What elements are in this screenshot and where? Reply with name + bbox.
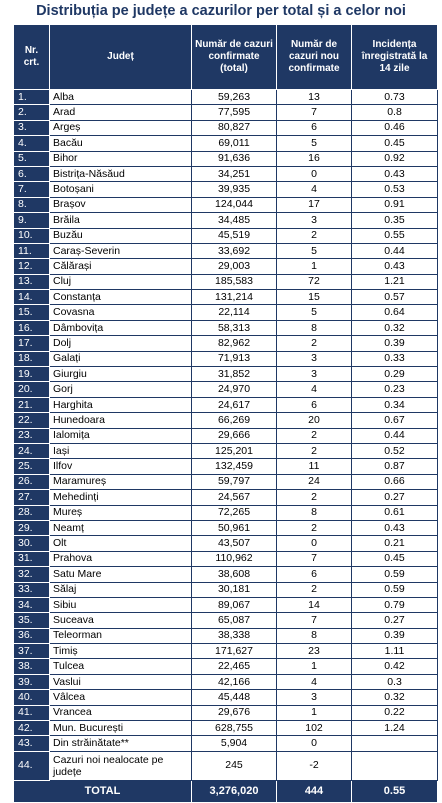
total-cases-cell: 29,676 [192,705,277,720]
new-cases-cell: 6 [277,567,352,582]
table-row [14,320,438,335]
row-number-cell: 2. [14,105,50,120]
table-row [14,290,438,305]
total-cases-cell: 72,265 [192,505,277,520]
row-number-cell: 42. [14,721,50,736]
county-cell: Neamț [50,520,192,535]
row-number-cell: 10. [14,228,50,243]
new-cases-cell: 4 [277,382,352,397]
county-cell: Vrancea [50,705,192,720]
total-cases-cell: 185,583 [192,274,277,289]
county-cell: Cluj [50,274,192,289]
table-row [14,259,438,274]
incidence-cell: 0.66 [352,474,438,489]
table-header-row [14,25,438,90]
table-row [14,443,438,458]
row-number-cell: 39. [14,674,50,689]
table-row [14,182,438,197]
new-cases-cell: 8 [277,505,352,520]
table-row [14,274,438,289]
total-cases-cell: 45,448 [192,690,277,705]
incidence-cell: 0.73 [352,90,438,105]
total-cases-cell: 245 [192,751,277,780]
incidence-cell: 0.27 [352,490,438,505]
county-cell: Harghita [50,397,192,412]
new-cases-cell: 4 [277,182,352,197]
table-row [14,397,438,412]
new-cases-cell: 2 [277,443,352,458]
county-cell: Din străinătate** [50,736,192,751]
table-row [14,520,438,535]
new-cases-cell: 0 [277,736,352,751]
table-row [14,367,438,382]
total-cases-cell: 124,044 [192,197,277,212]
county-cell: Ilfov [50,459,192,474]
county-cell: Sălaj [50,582,192,597]
new-cases-cell: 13 [277,90,352,105]
total-cases-cell: 59,263 [192,90,277,105]
total-cases-cell: 29,003 [192,259,277,274]
county-cell: Botoșani [50,182,192,197]
row-number-cell: 32. [14,567,50,582]
new-cases-cell: 2 [277,228,352,243]
row-number-cell: 7. [14,182,50,197]
total-cases-cell: 58,313 [192,320,277,335]
row-number-cell: 23. [14,428,50,443]
incidence-cell: 0.39 [352,336,438,351]
county-cell: Timiș [50,644,192,659]
county-cell: Giurgiu [50,367,192,382]
total-cases-cell: 125,201 [192,443,277,458]
table-row [14,351,438,366]
table-row [14,428,438,443]
county-cell: Tulcea [50,659,192,674]
incidence-cell: 0.34 [352,397,438,412]
incidence-cell: 1.21 [352,274,438,289]
total-cases-cell: 69,011 [192,136,277,151]
row-number-cell: 16. [14,320,50,335]
county-cell: Galați [50,351,192,366]
row-number-cell: 17. [14,336,50,351]
incidence-cell: 0.55 [352,228,438,243]
new-cases-cell: 2 [277,336,352,351]
county-cell: Maramureș [50,474,192,489]
table-row [14,490,438,505]
total-cases-cell: 77,595 [192,105,277,120]
row-number-cell: 4. [14,136,50,151]
county-cell: Satu Mare [50,567,192,582]
new-cases-cell: 17 [277,197,352,212]
table-row [14,105,438,120]
new-cases-cell: 5 [277,305,352,320]
new-cases-cell: 15 [277,290,352,305]
county-cell: Argeș [50,120,192,135]
county-cell: Vâlcea [50,690,192,705]
row-number-cell: 13. [14,274,50,289]
county-cell: Gorj [50,382,192,397]
total-cases-cell: 5,904 [192,736,277,751]
row-number-cell: 34. [14,597,50,612]
row-number-cell: 21. [14,397,50,412]
row-number-cell: 27. [14,490,50,505]
new-cases-cell: 6 [277,397,352,412]
county-cell: Dolj [50,336,192,351]
table-row [14,721,438,736]
row-number-cell: 5. [14,151,50,166]
table-row [14,690,438,705]
total-cases-cell: 65,087 [192,613,277,628]
table-row [14,197,438,212]
county-cell: Vaslui [50,674,192,689]
total-cases-cell: 31,852 [192,367,277,382]
total-cases-cell: 82,962 [192,336,277,351]
total-cases-cell: 171,627 [192,644,277,659]
incidence-cell: 0.92 [352,151,438,166]
incidence-cell: 0.52 [352,443,438,458]
incidence-cell: 0.46 [352,120,438,135]
county-cell: Brașov [50,197,192,212]
county-cell: Teleorman [50,628,192,643]
row-number-cell: 26. [14,474,50,489]
new-cases-cell: 2 [277,520,352,535]
table-row [14,336,438,351]
total-cases-cell: 34,251 [192,166,277,181]
county-cell: Mehedinți [50,490,192,505]
incidence-cell: 0.39 [352,628,438,643]
row-number-cell: 40. [14,690,50,705]
row-number-cell: 8. [14,197,50,212]
county-cell: Bacău [50,136,192,151]
row-number-cell: 28. [14,505,50,520]
total-cases-cell: 71,913 [192,351,277,366]
total-new-cases: 444 [277,780,352,802]
new-cases-cell: 14 [277,597,352,612]
new-cases-cell: 3 [277,690,352,705]
row-number-cell: 35. [14,613,50,628]
row-number-cell: 6. [14,166,50,181]
row-number-cell: 12. [14,259,50,274]
new-cases-cell: 3 [277,213,352,228]
incidence-cell: 0.53 [352,182,438,197]
table-row [14,382,438,397]
table-row [14,536,438,551]
total-cases-cell: 43,507 [192,536,277,551]
incidence-cell: 0.45 [352,136,438,151]
county-cell: Mun. București [50,721,192,736]
table-row [14,151,438,166]
page-title: Distribuția pe județe a cazurilor per total și a celor noi [36,3,406,19]
county-cell: Bistrița-Năsăud [50,166,192,181]
incidence-cell: 0.42 [352,659,438,674]
row-number-cell: 36. [14,628,50,643]
total-cases-cell: 66,269 [192,413,277,428]
total-cases-cell: 24,970 [192,382,277,397]
total-cases-cell: 628,755 [192,721,277,736]
incidence-cell: 0.59 [352,567,438,582]
table-row [14,705,438,720]
new-cases-cell: 7 [277,105,352,120]
incidence-cell: 0.3 [352,674,438,689]
row-number-cell: 22. [14,413,50,428]
table-row [14,736,438,751]
incidence-cell: 1.24 [352,721,438,736]
incidence-cell: 0.8 [352,105,438,120]
table-row [14,459,438,474]
row-number-cell: 14. [14,290,50,305]
total-cases-cell: 89,067 [192,597,277,612]
total-cases-cell: 110,962 [192,551,277,566]
county-cell: Dâmbovița [50,320,192,335]
new-cases-cell: 3 [277,351,352,366]
row-number-cell: 38. [14,659,50,674]
total-cases-cell: 34,485 [192,213,277,228]
incidence-cell: 0.29 [352,367,438,382]
table-row [14,213,438,228]
total-cases-cell: 22,465 [192,659,277,674]
new-cases-cell: 1 [277,659,352,674]
table-row [14,243,438,258]
incidence-cell: 0.67 [352,413,438,428]
county-cell: Arad [50,105,192,120]
total-cases-cell: 39,935 [192,182,277,197]
total-cases-cell: 38,608 [192,567,277,582]
table-row [14,659,438,674]
incidence-cell: 0.35 [352,213,438,228]
new-cases-cell: 2 [277,490,352,505]
county-cell: Bihor [50,151,192,166]
county-cell: Sibiu [50,597,192,612]
row-number-cell: 30. [14,536,50,551]
table-row [14,567,438,582]
new-cases-cell: 0 [277,166,352,181]
new-cases-cell: 5 [277,243,352,258]
new-cases-cell: 102 [277,721,352,736]
incidence-cell: 0.22 [352,705,438,720]
table-row [14,505,438,520]
incidence-cell: 0.23 [352,382,438,397]
total-cases-cell: 59,797 [192,474,277,489]
header-total-cases: Număr de cazuri confirmate (total) [192,25,277,90]
new-cases-cell: 5 [277,136,352,151]
total-cases-cell: 38,338 [192,628,277,643]
incidence-cell: 0.43 [352,166,438,181]
county-cell: Cazuri noi nealocate pe județe [50,751,192,780]
row-number-cell: 3. [14,120,50,135]
table-row [14,474,438,489]
incidence-cell: 0.44 [352,243,438,258]
total-cases-cell: 91,636 [192,151,277,166]
total-cases-cell: 33,692 [192,243,277,258]
incidence-cell: 0.59 [352,582,438,597]
new-cases-cell: 2 [277,582,352,597]
row-number-cell: 37. [14,644,50,659]
total-cases-cell: 29,666 [192,428,277,443]
new-cases-cell: 16 [277,151,352,166]
total-label: TOTAL [14,780,192,802]
county-cell: Prahova [50,551,192,566]
table-row [14,597,438,612]
county-cell: Brăila [50,213,192,228]
row-number-cell: 19. [14,367,50,382]
incidence-cell: 0.61 [352,505,438,520]
incidence-cell: 0.44 [352,428,438,443]
table-row [14,674,438,689]
total-cases-cell: 132,459 [192,459,277,474]
incidence-cell: 1.11 [352,644,438,659]
table-row [14,413,438,428]
county-cell: Suceava [50,613,192,628]
incidence-cell: 0.33 [352,351,438,366]
incidence-cell: 0.79 [352,597,438,612]
total-cases-cell: 131,214 [192,290,277,305]
header-new-cases: Număr de cazuri nou confirmate [277,25,352,90]
table-row [14,613,438,628]
county-cell: Iași [50,443,192,458]
row-number-cell: 9. [14,213,50,228]
county-cell: Caraș-Severin [50,243,192,258]
total-cases-cell: 80,827 [192,120,277,135]
table-row [14,228,438,243]
county-cell: Ialomița [50,428,192,443]
total-cases-cell: 45,519 [192,228,277,243]
incidence-cell: 0.57 [352,290,438,305]
new-cases-cell: 7 [277,551,352,566]
incidence-cell: 0.32 [352,690,438,705]
new-cases-cell: 7 [277,613,352,628]
total-cases-cell: 50,961 [192,520,277,535]
table-row [14,166,438,181]
new-cases-cell: 8 [277,628,352,643]
table-row [14,551,438,566]
total-row [14,780,438,802]
incidence-cell: 0.45 [352,551,438,566]
incidence-cell: 0.43 [352,259,438,274]
row-number-cell: 18. [14,351,50,366]
row-number-cell: 15. [14,305,50,320]
incidence-cell [352,736,438,751]
county-cell: Buzău [50,228,192,243]
new-cases-cell: 4 [277,674,352,689]
new-cases-cell: 1 [277,705,352,720]
row-number-cell: 43. [14,736,50,751]
table-row [14,90,438,105]
row-number-cell: 31. [14,551,50,566]
new-cases-cell: 6 [277,120,352,135]
total-cases: 3,276,020 [192,780,277,802]
table-row [14,582,438,597]
row-number-cell: 1. [14,90,50,105]
new-cases-cell: 11 [277,459,352,474]
total-cases-cell: 42,166 [192,674,277,689]
new-cases-cell: 1 [277,259,352,274]
table-row [14,136,438,151]
county-cases-table [13,24,438,803]
row-number-cell: 29. [14,520,50,535]
county-cell: Constanța [50,290,192,305]
county-cell: Covasna [50,305,192,320]
table-row [14,120,438,135]
total-cases-cell: 24,617 [192,397,277,412]
header-county: Județ [50,25,192,90]
new-cases-cell: -2 [277,751,352,780]
row-number-cell: 20. [14,382,50,397]
header-nr: Nr. crt. [14,25,50,90]
table-row [14,305,438,320]
row-number-cell: 25. [14,459,50,474]
total-cases-cell: 30,181 [192,582,277,597]
row-number-cell: 44. [14,751,50,780]
row-number-cell: 41. [14,705,50,720]
incidence-cell: 0.87 [352,459,438,474]
incidence-cell: 0.21 [352,536,438,551]
county-cell: Călărași [50,259,192,274]
row-number-cell: 24. [14,443,50,458]
new-cases-cell: 0 [277,536,352,551]
total-incidence: 0.55 [352,780,438,802]
incidence-cell [352,751,438,780]
total-cases-cell: 22,114 [192,305,277,320]
county-cell: Alba [50,90,192,105]
new-cases-cell: 72 [277,274,352,289]
incidence-cell: 0.43 [352,520,438,535]
table-row [14,751,438,780]
incidence-cell: 0.32 [352,320,438,335]
new-cases-cell: 23 [277,644,352,659]
row-number-cell: 33. [14,582,50,597]
new-cases-cell: 8 [277,320,352,335]
new-cases-cell: 3 [277,367,352,382]
new-cases-cell: 2 [277,428,352,443]
county-cell: Mureș [50,505,192,520]
total-cases-cell: 24,567 [192,490,277,505]
new-cases-cell: 24 [277,474,352,489]
new-cases-cell: 20 [277,413,352,428]
table-row [14,628,438,643]
row-number-cell: 11. [14,243,50,258]
table-body [14,90,438,781]
county-cell: Hunedoara [50,413,192,428]
table-row [14,644,438,659]
incidence-cell: 0.64 [352,305,438,320]
county-cell: Olt [50,536,192,551]
header-incidence: Incidența înregistrată la 14 zile [352,25,438,90]
incidence-cell: 0.27 [352,613,438,628]
incidence-cell: 0.91 [352,197,438,212]
